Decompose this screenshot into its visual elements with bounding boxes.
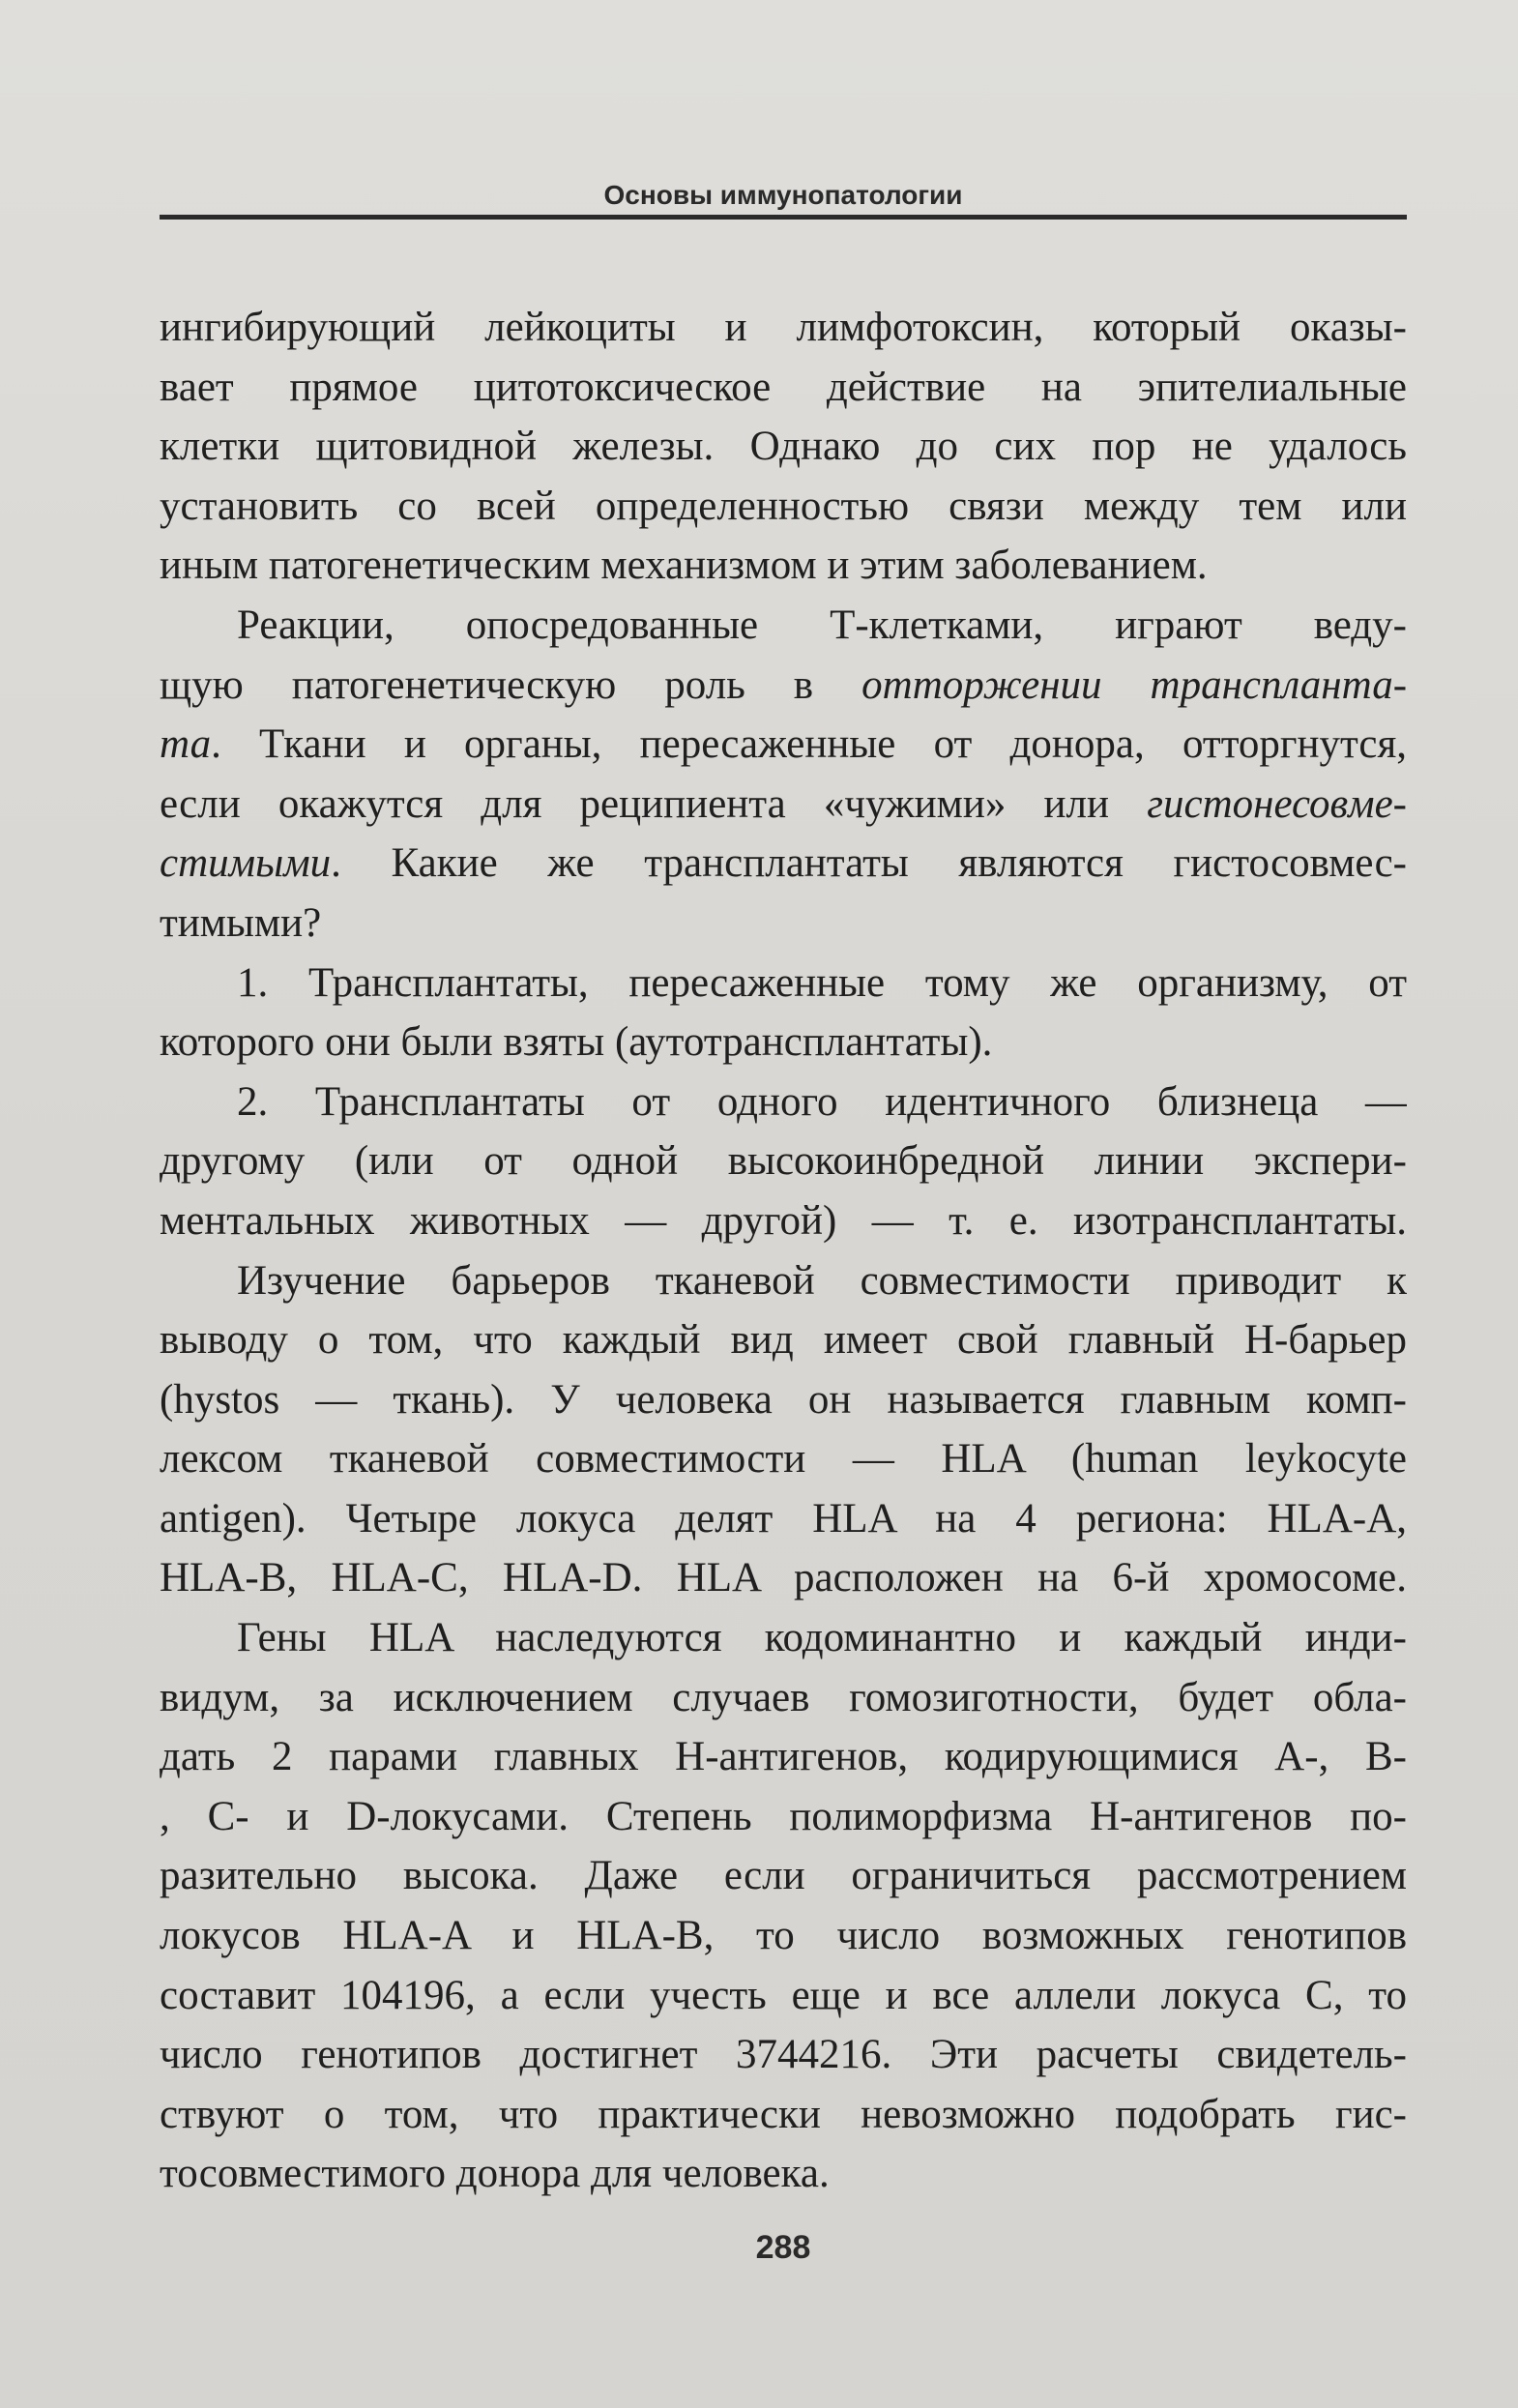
italic-term: стимыми — [160, 840, 332, 887]
body-text — [160, 298, 1407, 2204]
italic-term: гистонесовме- — [1147, 780, 1407, 827]
text-segment: клетки щитовидной железы. Однако до сих пор не удалось — [160, 424, 1407, 470]
text-segment: иным патогенетическим механизмом и этим заболеванием. — [160, 543, 1208, 589]
text-line — [160, 1429, 1407, 1489]
text-line — [160, 656, 1407, 716]
text-line — [160, 2085, 1407, 2145]
text-segment: вает прямое цитотоксическое действие на эпителиальные — [160, 364, 1407, 410]
text-line — [160, 1727, 1407, 1787]
text-line — [160, 834, 1407, 894]
text-segment: установить со всей определенностью связи между тем или — [160, 483, 1407, 529]
text-segment: , С- и D-локусами. Степень полиморфизма Н-антигенов по- — [160, 1793, 1407, 1839]
text-line — [160, 298, 1407, 358]
text-line — [160, 1906, 1407, 1966]
text-segment: видум, за исключением случаев гомозиготности, будет обла- — [160, 1674, 1407, 1720]
text-line — [160, 954, 1407, 1013]
text-segment: число генотипов достигнет 3744216. Эти расчеты свидетель- — [160, 2032, 1407, 2078]
text-line — [160, 417, 1407, 477]
text-segment: 2. Трансплантаты от одного идентичного близнеца — — [237, 1078, 1407, 1125]
text-line — [160, 1489, 1407, 1549]
text-line — [160, 1370, 1407, 1430]
text-line — [160, 1310, 1407, 1370]
text-segment: Реакции, опосредованные Т-клетками, играют веду- — [237, 602, 1407, 648]
text-line — [160, 358, 1407, 418]
text-line — [160, 1966, 1407, 2026]
text-segment: ствуют о том, что практически невозможно подобрать гис- — [160, 2091, 1407, 2137]
text-line — [160, 1668, 1407, 1728]
text-segment: тимыми? — [160, 899, 322, 946]
text-segment: щую патогенетическую роль в — [160, 661, 862, 708]
text-line — [160, 1251, 1407, 1311]
text-segment: ментальных животных — другой) — т. е. изотрансплантаты. — [160, 1197, 1407, 1244]
text-line — [160, 894, 1407, 954]
text-line — [160, 1072, 1407, 1132]
running-head: Основы иммунопатологии — [603, 180, 963, 210]
text-segment: Изучение барьеров тканевой совместимости приводит к — [237, 1257, 1407, 1304]
page-number: 288 — [755, 2229, 811, 2266]
text-segment: если окажутся для реципиента «чужими» или — [160, 780, 1148, 827]
italic-term: отторжении транспланта- — [861, 661, 1407, 708]
text-line — [160, 1608, 1407, 1668]
text-line — [160, 596, 1407, 656]
text-line — [160, 1013, 1407, 1072]
text-line — [160, 1787, 1407, 1847]
text-segment: 1. Трансплантаты, пересаженные тому же организму, от — [237, 959, 1407, 1006]
header-rule — [160, 215, 1407, 220]
text-line — [160, 1131, 1407, 1191]
text-line — [160, 1548, 1407, 1608]
text-segment: . Какие же трансплантаты являются гистосовмес- — [331, 840, 1407, 887]
text-segment: HLA-B, HLA-C, HLA-D. HLA расположен на 6-й хромосоме. — [160, 1555, 1407, 1601]
text-segment: тосовместимого донора для человека. — [160, 2151, 830, 2197]
text-segment: (hystos — ткань). У человека он называется главным комп- — [160, 1376, 1407, 1423]
text-line — [160, 775, 1407, 835]
text-segment: дать 2 парами главных Н-антигенов, кодирующимися А-, В- — [160, 1734, 1407, 1780]
text-line — [160, 536, 1407, 596]
text-segment: . Ткани и органы, пересаженные от донора, отторгнутся, — [211, 721, 1407, 768]
text-line — [160, 477, 1407, 537]
text-segment: локусов HLA-A и HLA-B, то число возможных генотипов — [160, 1913, 1407, 1959]
text-line — [160, 1191, 1407, 1251]
text-line — [160, 715, 1407, 775]
text-segment: antigen). Четыре локуса делят HLA на 4 региона: HLA-A, — [160, 1495, 1407, 1542]
text-line — [160, 2025, 1407, 2085]
text-line — [160, 2144, 1407, 2204]
text-segment: другому (или от одной высокоинбредной линии экспери- — [160, 1138, 1407, 1185]
text-segment: Гены HLA наследуются кодоминантно и каждый инди- — [237, 1615, 1407, 1661]
italic-term: та — [160, 721, 212, 768]
text-segment: разительно высока. Даже если ограничиться рассмотрением — [160, 1853, 1407, 1899]
text-segment: выводу о том, что каждый вид имеет свой главный Н-барьер — [160, 1317, 1407, 1364]
text-segment: составит 104196, а если учесть еще и все аллели локуса С, то — [160, 1972, 1407, 2018]
text-segment: лексом тканевой совместимости — HLA (human leykocyte — [160, 1436, 1407, 1483]
text-line — [160, 1846, 1407, 1906]
text-segment: которого они были взяты (аутотрансплантаты). — [160, 1019, 993, 1066]
text-segment: ингибирующий лейкоциты и лимфотоксин, который оказы- — [160, 305, 1407, 350]
